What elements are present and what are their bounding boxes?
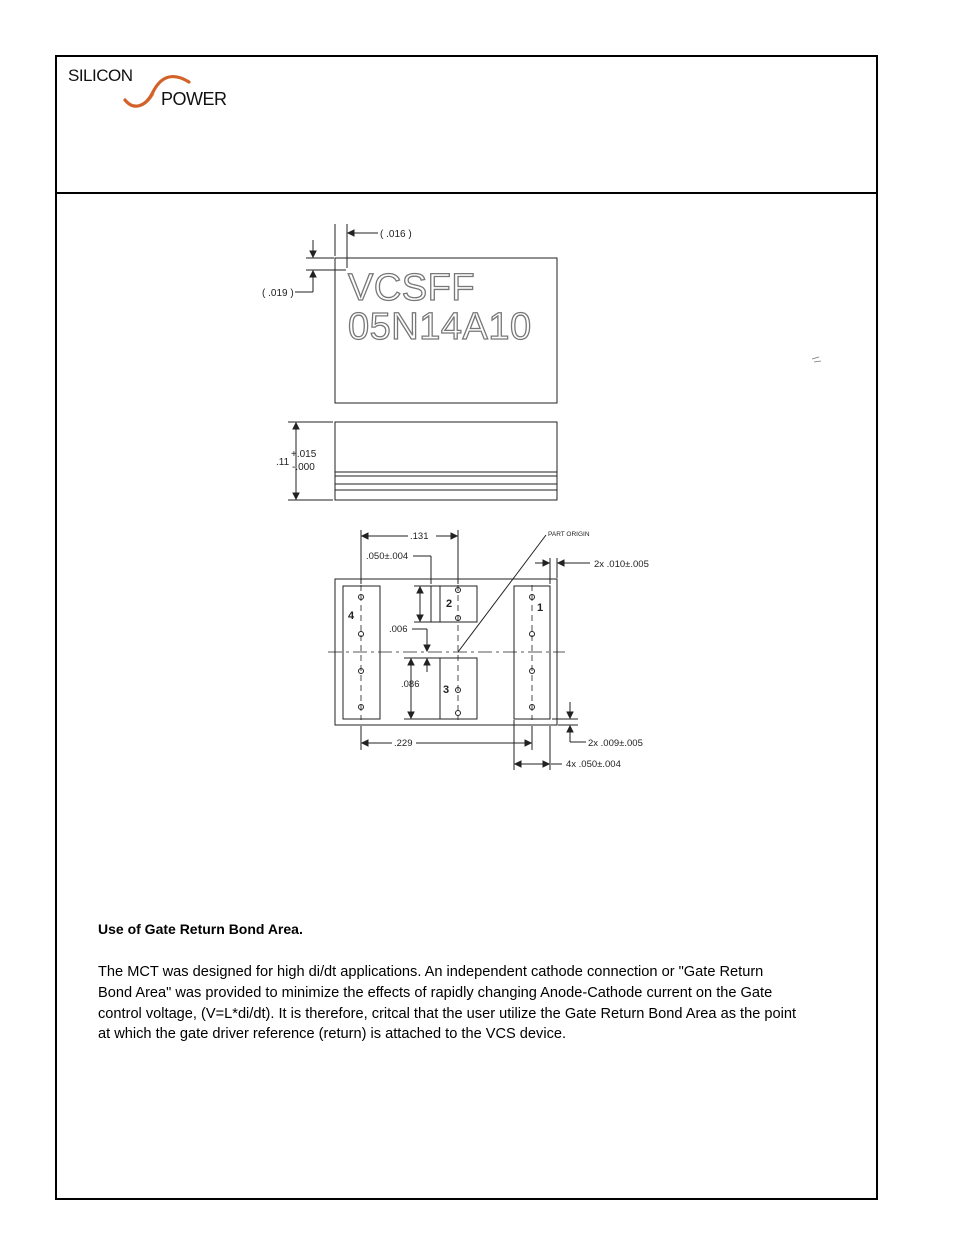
side-view-body (335, 422, 557, 500)
dim-pad-4x-050: 4x .050±.004 (566, 759, 621, 770)
dim-height-minus: -.000 (292, 462, 315, 473)
pad-4 (343, 586, 380, 719)
dim-gap-006: .006 (389, 624, 408, 635)
dim-height-base: .11 (276, 457, 290, 468)
stray-mark-icon (812, 357, 821, 362)
part-origin-label: PART ORIGIN (548, 531, 590, 538)
dim-span-229: .229 (394, 738, 413, 749)
marking-line-2: 05N14A10 (348, 306, 532, 348)
logo-text-top: SILICON (68, 66, 133, 85)
dim-pad-086: .086 (401, 679, 420, 690)
pin-2-label: 2 (446, 598, 453, 610)
pin-4-label: 4 (348, 610, 355, 622)
bottom-view (328, 530, 590, 770)
dim-pad-050: .050±.004 (366, 551, 409, 562)
dim-height-plus: +.015 (291, 449, 317, 460)
dim-edge-010: 2x .010±.005 (594, 559, 649, 570)
side-view (288, 422, 557, 500)
dim-top-offset-x: ( .016 ) (380, 229, 412, 240)
pin-1-label: 1 (537, 602, 544, 614)
dim-edge-009: 2x .009±.005 (588, 738, 643, 749)
dim-span-131: .131 (410, 531, 429, 542)
pin-3-label: 3 (443, 684, 450, 696)
logo-text-bottom: POWER (161, 89, 227, 109)
section-title: Use of Gate Return Bond Area. (98, 921, 303, 937)
dim-top-offset-y: ( .019 ) (262, 288, 294, 299)
marking-line-1: VCSFF (348, 267, 476, 309)
section-body: The MCT was designed for high di/dt applications. An independent cathode connection or "Gate Return Bond Area" was provided to minimize the effects of rapidly changing Anode-Cathode current on the Gate control voltage, (V=L*di/dt). It is therefore, critcal that the user utilize the Gate Return Bond Area as the point at which the gate driver reference (return) is attached to the VCS device. (98, 964, 797, 1043)
